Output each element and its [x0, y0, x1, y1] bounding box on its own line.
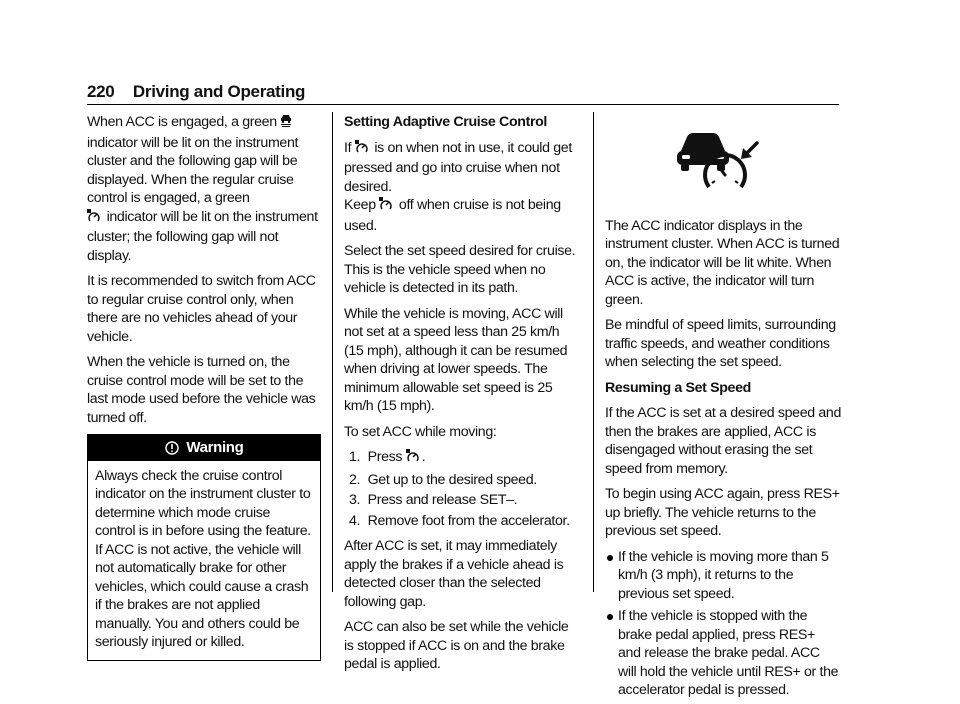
paragraph [344, 139, 580, 236]
column-3 [605, 113, 841, 704]
paragraph: If the ACC is set at a desired speed and then the brakes are applied, ACC is disengaged without erasing the set speed from memory. [605, 405, 842, 477]
paragraph: When the vehicle is turned on, the cruise control mode will be set to the last mode used before the vehicle was turned off. [87, 354, 316, 426]
text: is on when not in use, it could get pressed and go into cruise when not desired. [344, 139, 572, 195]
cruise-control-icon [87, 209, 101, 229]
column-2 [344, 113, 580, 681]
paragraph: It is recommended to switch from ACC to regular cruise control only, when there are no vehicles ahead of your vehicle. [87, 273, 316, 345]
paragraph: While the vehicle is moving, ACC will not set at a speed less than 25 km/h (15 mph), although it can be resumed when driving at lower speeds. The minimum allowable set speed is 25 km/h (15 mph). [344, 305, 568, 414]
text: If the vehicle is stopped with the brake pedal applied, press RES+ and release the brake pedal. ACC will hold the vehicle until RES+ or the accelerator pedal is pressed. [618, 608, 839, 698]
step-number: 2. [349, 471, 361, 488]
text: indicator will be lit on the instrument cluster; the following gap will not display. [87, 208, 318, 264]
list-item [344, 471, 580, 490]
step-number: 4. [349, 512, 361, 529]
text: indicator will be lit on the instrument cluster and the following gap will be displayed. When the regular cruise control is engaged, a green [87, 134, 299, 206]
section-heading: Resuming a Set Speed [605, 379, 751, 396]
warning-box [87, 434, 321, 661]
paragraph: To begin using ACC again, press RES+ up briefly. The vehicle returns to the previous set speed. [605, 486, 840, 539]
acc-vehicle-ahead-icon [280, 114, 292, 134]
warning-title [88, 435, 320, 461]
section-heading: Setting Adaptive Cruise Control [344, 114, 548, 130]
bullet-icon [607, 614, 613, 620]
paragraph: ACC can also be set while the vehicle is stopped if ACC is on and the brake pedal is applied. [344, 619, 569, 672]
cruise-control-icon [406, 449, 420, 469]
list-item [344, 448, 580, 469]
section-title: Driving and Operating [132, 82, 306, 101]
header-rule [87, 104, 839, 105]
column-1 [87, 113, 321, 661]
paragraph: After ACC is set, it may immediately apply the brakes if a vehicle ahead is detected closer than the selected following gap. [344, 538, 564, 610]
warning-body: Always check the cruise control indicator on the instrument cluster to determine which mode cruise control is in before using the feature. If ACC is not active, the vehicle will not automatically brake for other vehicles, which could cause a crash if the brakes are not applied manually. You and others could be seriously injured or killed. [95, 467, 311, 650]
list-item [605, 548, 841, 604]
warning-label: Warning [186, 439, 244, 456]
warning-icon [165, 439, 187, 456]
text: Press [367, 449, 403, 465]
text: If [344, 139, 352, 156]
text: off when cruise is not being used. [344, 197, 561, 234]
paragraph: The ACC indicator displays in the instrument cluster. When ACC is turned on, the indicator will be lit white. When ACC is active, the indicator will turn green. [605, 217, 840, 308]
list-item [344, 491, 580, 510]
text: . [421, 449, 426, 465]
text: Get up to the desired speed. [367, 471, 537, 488]
cruise-control-icon [355, 140, 369, 160]
steps-list [344, 448, 580, 530]
bullet-icon [607, 555, 613, 561]
text: Keep [344, 197, 376, 213]
page-number: 220 [87, 82, 115, 101]
column-divider-2 [593, 112, 594, 592]
text: Remove foot from the accelerator. [367, 512, 570, 529]
bullet-list [605, 548, 841, 700]
cruise-control-icon [379, 197, 393, 217]
paragraph: Be mindful of speed limits, surrounding traffic speeds, and weather conditions when selecting the set speed. [605, 317, 836, 370]
paragraph: Select the set speed desired for cruise. This is the vehicle speed when no vehicle is detected in its path. [344, 243, 576, 296]
list-item [344, 512, 580, 531]
text: When ACC is engaged, a green [87, 114, 277, 130]
list-item [605, 607, 841, 700]
acc-indicator-icon [671, 131, 841, 195]
column-divider-1 [332, 112, 333, 592]
page-header [87, 82, 839, 102]
text: If the vehicle is moving more than 5 km/h (3 mph), it returns to the previous set speed. [618, 548, 829, 602]
paragraph: To set ACC while moving: [344, 423, 497, 440]
step-number: 1. [349, 449, 361, 465]
text: Press and release SET–. [367, 492, 518, 508]
paragraph [87, 113, 321, 265]
step-number: 3. [349, 492, 361, 508]
